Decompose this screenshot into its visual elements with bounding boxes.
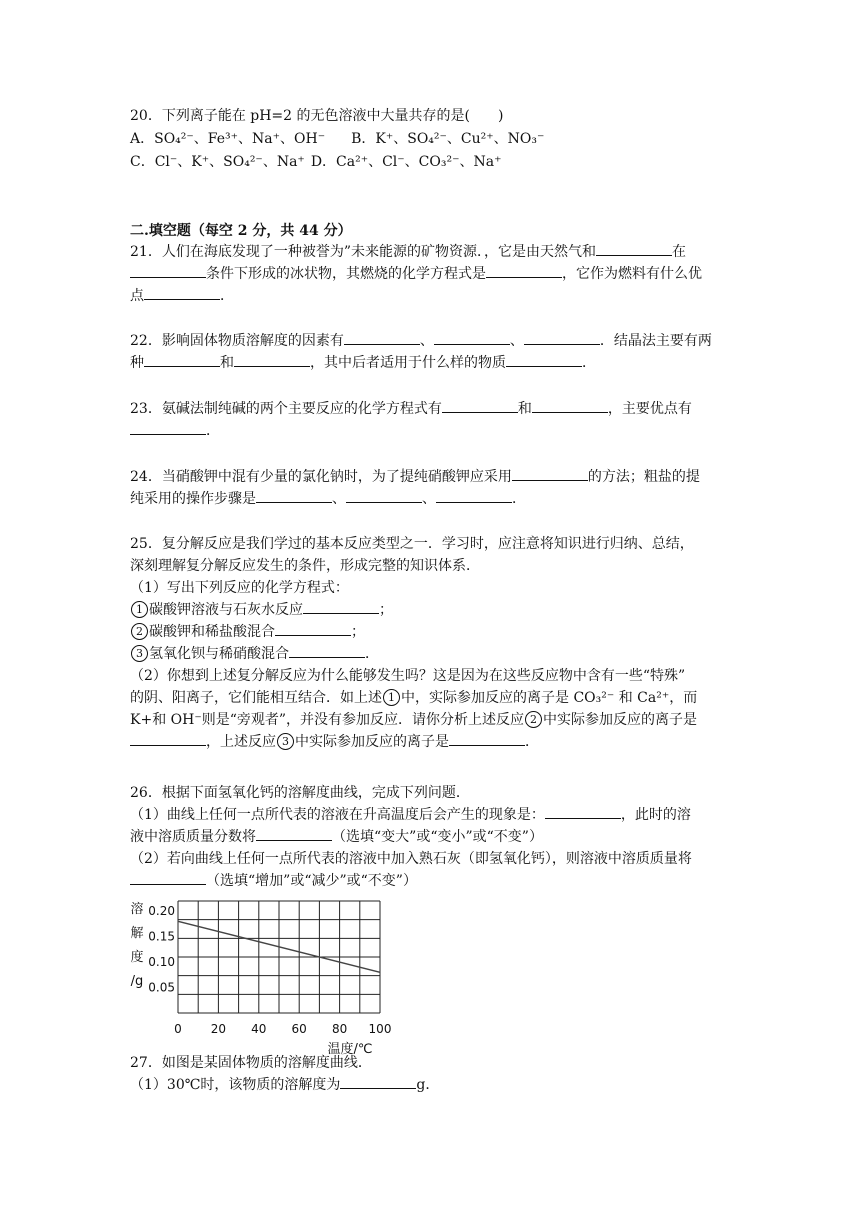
q21-text: ，它作为燃料有什么优 (562, 266, 702, 282)
q23-text: 和 (517, 401, 532, 417)
q25-text: ，上述反应 (206, 734, 276, 750)
q24-blank-1[interactable] (512, 466, 588, 481)
q25-blank-2[interactable] (275, 621, 351, 636)
q26-line: 26．根据下面氢氧化钙的溶解度曲线，完成下列问题． (130, 785, 470, 801)
q25-text: 中，实际参加反应的离子是 CO₃²⁻ 和 Ca²⁺，而 (401, 690, 698, 706)
q27-text: g． (416, 1077, 440, 1093)
q27-text: （1）30℃时，该物质的溶解度为 (130, 1077, 341, 1093)
q23-blank-2[interactable] (532, 398, 608, 413)
y-axis-label: 溶 (130, 902, 144, 917)
q21-text: ． (220, 288, 234, 304)
q22-text: 22．影响固体物质溶解度的因素有 (130, 333, 344, 349)
q26 (130, 782, 730, 892)
q20-option-c: C．Cl⁻、K⁺、SO₄²⁻、Na⁺ (130, 154, 305, 170)
q25-punct: ； (379, 602, 393, 618)
q25-item: 碳酸钾和稀盐酸混合 (149, 624, 275, 640)
q21-text: 点 (130, 288, 144, 304)
q25-line: （2）你想到上述复分解反应为什么能够发生吗？这是因为在这些反应物中含有一些“特殊” (130, 668, 686, 684)
q25 (130, 533, 730, 753)
q26-blank-3[interactable] (130, 870, 206, 885)
q22-sep: 、 (419, 333, 434, 349)
q22-text: ． (582, 355, 596, 371)
q23-text: 23．氨碱法制纯碱的两个主要反应的化学方程式有 (130, 401, 442, 417)
q25-punct: ． (365, 646, 379, 662)
q25-line: （1）写出下列反应的化学方程式： (130, 580, 349, 596)
q26-blank-2[interactable] (256, 826, 332, 841)
solubility-chart (125, 893, 415, 1057)
q22 (130, 330, 730, 374)
x-tick-label: 60 (291, 1022, 307, 1036)
q25-blank-1[interactable] (303, 599, 379, 614)
q22-blank-2[interactable] (434, 330, 510, 345)
q26-text: （1）曲线上任何一点所代表的溶液在升高温度后会产生的现象是： (130, 807, 545, 823)
y-axis-label: 度 (130, 950, 144, 965)
q20-option-a: A．SO₄²⁻、Fe³⁺、Na⁺、OH⁻ (130, 131, 326, 147)
q20-options-cd (130, 153, 501, 171)
q25-text: K+和 OH⁻则是“旁观者”，并没有参加反应．请你分析上述反应 (130, 712, 525, 728)
x-tick-label: 80 (331, 1022, 348, 1036)
q21-blank-4[interactable] (144, 285, 220, 300)
circled-number: 1 (131, 601, 148, 618)
q25-text: 的阴、阳离子，它们能相互结合．如上述 (130, 690, 382, 706)
q27-line: 27．如图是某固体物质的溶解度曲线． (130, 1055, 372, 1071)
q27 (130, 1052, 730, 1096)
q21-text: 条件下形成的冰状物，其燃烧的化学方程式是 (206, 266, 486, 282)
q21-blank-1[interactable] (596, 241, 672, 256)
q20-option-d: D．Ca²⁺、Cl⁻、CO₃²⁻、Na⁺ (310, 154, 502, 170)
q21-blank-3[interactable] (486, 263, 562, 278)
y-tick-label: 0.10 (148, 955, 175, 970)
x-tick-label: 0 (174, 1022, 182, 1036)
x-tick-label: 20 (210, 1022, 227, 1036)
q23-text: ． (206, 423, 220, 439)
q23 (130, 398, 730, 442)
q22-sep: 、 (509, 333, 524, 349)
q21-blank-2[interactable] (130, 263, 206, 278)
q25-punct: ； (351, 624, 365, 640)
q25-blank-3[interactable] (289, 643, 365, 658)
y-axis-label: 解 (130, 926, 144, 941)
q24-blank-2[interactable] (256, 488, 332, 503)
q25-blank-4[interactable] (130, 731, 206, 746)
q25-line: 25．复分解反应是我们学过的基本反应类型之一．学习时，应注意将知识进行归纳、总结， (130, 536, 694, 552)
q22-blank-3[interactable] (524, 330, 600, 345)
q20-options-ab (130, 130, 544, 148)
x-tick-label: 100 (368, 1022, 392, 1036)
q22-text: 和 (220, 355, 234, 371)
q22-text: ，其中后者适用于什么样的物质 (310, 355, 506, 371)
q26-text: ，此时的溶 (620, 807, 691, 823)
y-tick-label: 0.05 (148, 980, 175, 995)
q24-blank-3[interactable] (346, 488, 422, 503)
y-tick-label: 0.15 (148, 929, 175, 944)
q22-blank-5[interactable] (234, 352, 310, 367)
q26-text: （选填“增加”或“减少”或“不变”） (206, 873, 417, 889)
y-axis-label: /g (130, 974, 144, 989)
circled-number: 3 (131, 645, 148, 662)
q26-line: （2）若向曲线上任何一点所代表的溶液中加入熟石灰（即氢氧化钙），则溶液中溶质质量将 (130, 851, 692, 867)
q23-text: ，主要优点有 (607, 401, 692, 417)
q27-blank-1[interactable] (340, 1074, 416, 1089)
q21-text: 21．人们在海底发现了一种被誉为”未来能源的矿物资源．，它是由天然气和 (130, 244, 596, 260)
circled-number: 1 (383, 689, 400, 706)
q24-text: 24．当硝酸钾中混有少量的氯化钠时，为了提纯硝酸钾应采用 (130, 469, 512, 485)
q26-text: 液中溶质质量分数将 (130, 829, 256, 845)
q24-text: 的方法；粗盐的提 (587, 469, 700, 485)
q23-blank-1[interactable] (442, 398, 518, 413)
y-tick-label: 0.20 (148, 904, 175, 919)
q25-item: 碳酸钾溶液与石灰水反应 (149, 602, 303, 618)
q20-stem: 20．下列离子能在 pH=2 的无色溶液中大量共存的是( ) (130, 108, 504, 124)
q24 (130, 466, 730, 510)
q20-option-b: B．K⁺、SO₄²⁻、Cu²⁺、NO₃⁻ (351, 131, 545, 147)
x-axis-label: 温度/℃ (327, 1042, 373, 1057)
q23-blank-3[interactable] (130, 420, 206, 435)
q24-text: 纯采用的操作步骤是 (130, 491, 256, 507)
q22-blank-4[interactable] (144, 352, 220, 367)
q25-line: 深刻理解复分解反应发生的条件，形成完整的知识体系． (130, 558, 480, 574)
q25-text: 中实际参加反应的离子是 (543, 712, 698, 728)
section-title: 二.填空题（每空 2 分，共 44 分） (130, 223, 352, 239)
q22-blank-6[interactable] (506, 352, 582, 367)
q21-text: 在 (671, 244, 686, 260)
q26-text: （选填“变大”或“变小”或“不变”） (332, 829, 543, 845)
q24-text: ． (512, 491, 526, 507)
q25-text: 中实际参加反应的离子是 (295, 734, 449, 750)
q25-item: 氢氧化钡与稀硝酸混合 (149, 646, 289, 662)
q25-text: ． (525, 734, 539, 750)
q22-text: ．结晶法主要有两 (599, 333, 712, 349)
q22-blank-1[interactable] (344, 330, 420, 345)
q21 (130, 241, 730, 307)
q24-sep: 、 (332, 491, 346, 507)
q24-sep: 、 (422, 491, 436, 507)
q26-blank-1[interactable] (545, 804, 621, 819)
x-tick-label: 40 (251, 1022, 267, 1036)
circled-number: 3 (277, 733, 294, 750)
circled-number: 2 (131, 623, 148, 640)
q22-text: 种 (130, 355, 144, 371)
q25-blank-5[interactable] (449, 731, 525, 746)
q24-blank-4[interactable] (436, 488, 512, 503)
circled-number: 2 (525, 711, 542, 728)
